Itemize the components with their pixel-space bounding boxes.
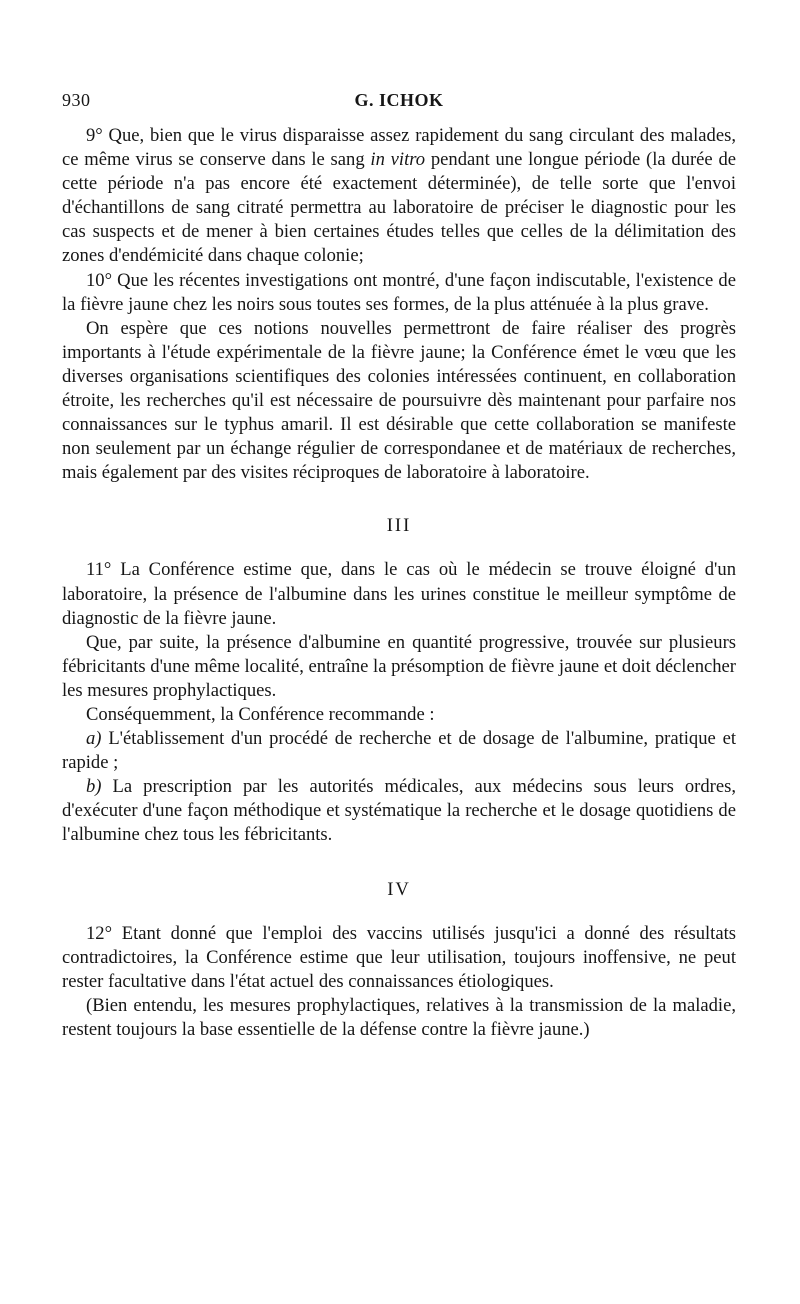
paragraph-consequence: Conséquemment, la Conférence recommande : — [86, 703, 435, 725]
list-item-a-text: L'établissement d'un procédé de recherche et de dosage de l'albumine, pratique et rapide ; — [62, 728, 736, 774]
paragraph-conclusion: On espère que ces notions nouvelles permettront de faire réaliser des progrès importants à l'étude expérimentale de la fièvre jaune; la Conférence émet le vœu que les diverses organisations scientifiques des colonies intéressées continuent, en collaboration étroite, les recherches qu'il est nécessaire de poursuivre dès maintenant pour parfaire nos connaissances sur le typhus amaril. Il est désirable que cette collaboration se manifeste non seulement par un échange régulier de correspondanee et de matériaux de recherches, mais également par des visites réciproques de laboratoire à laboratoire. — [62, 317, 736, 484]
list-item-a-label: a) — [86, 728, 102, 750]
paragraph-suite: Que, par suite, la présence d'albumine en quantité progressive, trouvée sur plusieurs fébricitants d'une même localité, entraîne la présomption de fièvre jaune et doit déclencher les mesures prophylactiques. — [62, 631, 736, 701]
section-heading-iv: IV — [387, 878, 411, 900]
document-page — [62, 90, 736, 1042]
list-item-a — [62, 727, 736, 775]
paragraph-9 — [62, 124, 736, 269]
paragraph-9-italic: in vitro — [370, 149, 426, 171]
list-item-b-text: La prescription par les autorités médicales, aux médecins sous leurs ordres, d'exécuter d'une façon méthodique et systématique la recherche et le dosage quotidiens de l'albumine chez tous les fébricitants. — [62, 776, 736, 846]
running-header — [62, 90, 736, 124]
paragraph-11: 11° La Conférence estime que, dans le cas où le médecin se trouve éloigné d'un laboratoire, la présence de l'albumine dans les urines constitue le meilleur symptôme de diagnostic de la fièvre jaune. — [62, 559, 736, 629]
list-item-b — [62, 775, 736, 847]
paragraph-12: 12° Etant donné que l'emploi des vaccins utilisés jusqu'ici a donné des résultats contradictoires, la Conférence estime que leur utilisation, toujours inoffensive, ne peut rester facultative dans l'état actuel des connaissances étiologiques. — [62, 922, 736, 992]
paragraph-9-rest: pendant une longue période (la durée de cette période n'a pas encore été exactement déterminée), de telle sorte que l'envoi d'échantillons de sang citraté permettra au laboratoire de préciser le diagnostic pour les cas suspects et de mener à bien certaines études telles que celles de la délimitation des zones d'endémicité dans chaque colonie; — [62, 149, 736, 267]
paragraph-9-text: 9° Que, bien que le virus disparaisse assez rapidement du sang circulant des malades, ce même virus se conserve dans le sang — [62, 125, 736, 171]
page-number: 930 — [62, 90, 91, 110]
list-item-b-label: b) — [86, 776, 102, 798]
paragraph-10: 10° Que les récentes investigations ont montré, d'une façon indiscutable, l'existence de la fièvre jaune chez les noirs sous toutes ses formes, de la plus atténuée à la plus grave. — [62, 269, 736, 315]
section-heading-iii: III — [386, 515, 412, 537]
paragraph-note: (Bien entendu, les mesures prophylactiques, relatives à la transmission de la maladie, restent toujours la base essentielle de la défense contre la fièvre jaune.) — [62, 994, 736, 1040]
running-title-author: G. ICHOK — [354, 90, 444, 110]
